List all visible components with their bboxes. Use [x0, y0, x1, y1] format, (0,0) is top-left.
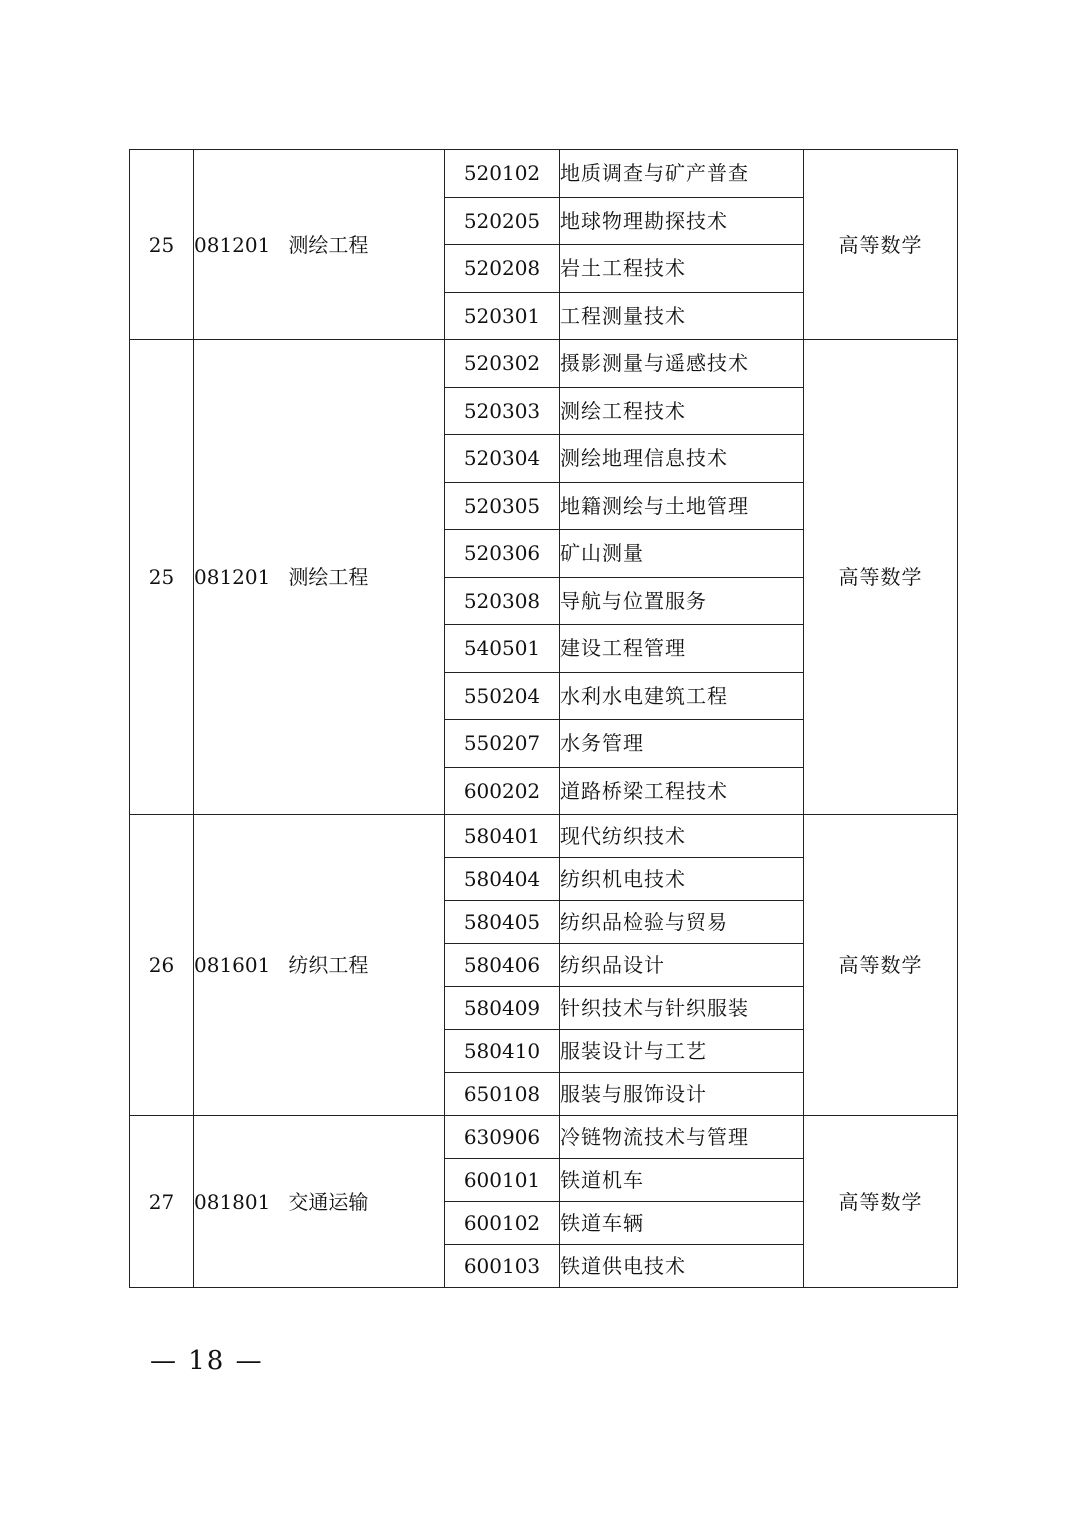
undergrad-major-cell	[194, 150, 445, 340]
program-code-cell: 600202	[445, 767, 560, 815]
program-code-cell: 550204	[445, 672, 560, 720]
program-name-cell: 导航与位置服务	[560, 577, 804, 625]
program-name-cell: 水利水电建筑工程	[560, 672, 804, 720]
program-code-cell: 580404	[445, 858, 560, 901]
program-code-cell: 520303	[445, 387, 560, 435]
exam-subject-cell: 高等数学	[804, 340, 958, 815]
program-code-cell: 540501	[445, 625, 560, 673]
program-code-cell: 580410	[445, 1030, 560, 1073]
program-name-cell: 道路桥梁工程技术	[560, 767, 804, 815]
exam-subject-cell: 高等数学	[804, 1116, 958, 1288]
seq-number-cell: 25	[130, 150, 194, 340]
table-row	[130, 150, 958, 198]
program-code-cell: 520102	[445, 150, 560, 198]
undergrad-major-cell	[194, 815, 445, 1116]
major-name: 纺织工程	[288, 953, 369, 977]
program-name-cell: 工程测量技术	[560, 292, 804, 340]
major-name: 测绘工程	[288, 565, 369, 589]
program-name-cell: 水务管理	[560, 720, 804, 768]
program-code-cell: 580409	[445, 987, 560, 1030]
program-name-cell: 纺织品设计	[560, 944, 804, 987]
program-name-cell: 服装设计与工艺	[560, 1030, 804, 1073]
table-row	[130, 815, 958, 858]
program-code-cell: 600103	[445, 1245, 560, 1288]
major-mapping-table	[129, 149, 958, 1288]
program-code-cell: 580401	[445, 815, 560, 858]
program-code-cell: 520302	[445, 340, 560, 388]
program-name-cell: 纺织品检验与贸易	[560, 901, 804, 944]
program-name-cell: 测绘地理信息技术	[560, 435, 804, 483]
program-name-cell: 摄影测量与遥感技术	[560, 340, 804, 388]
program-name-cell: 岩土工程技术	[560, 245, 804, 293]
undergrad-major-cell	[194, 1116, 445, 1288]
program-name-cell: 铁道供电技术	[560, 1245, 804, 1288]
program-name-cell: 服装与服饰设计	[560, 1073, 804, 1116]
program-name-cell: 铁道机车	[560, 1159, 804, 1202]
program-code-cell: 580406	[445, 944, 560, 987]
program-code-cell: 520208	[445, 245, 560, 293]
page-number: — 18 —	[150, 1346, 264, 1376]
program-code-cell: 600101	[445, 1159, 560, 1202]
program-code-cell: 600102	[445, 1202, 560, 1245]
program-name-cell: 现代纺织技术	[560, 815, 804, 858]
program-code-cell: 520306	[445, 530, 560, 578]
program-code-cell: 520301	[445, 292, 560, 340]
exam-subject-cell: 高等数学	[804, 815, 958, 1116]
program-code-cell: 520304	[445, 435, 560, 483]
program-name-cell: 地质调查与矿产普查	[560, 150, 804, 198]
program-name-cell: 测绘工程技术	[560, 387, 804, 435]
major-code: 081201	[194, 232, 271, 257]
program-code-cell: 580405	[445, 901, 560, 944]
program-name-cell: 针织技术与针织服装	[560, 987, 804, 1030]
program-name-cell: 纺织机电技术	[560, 858, 804, 901]
seq-number-cell: 27	[130, 1116, 194, 1288]
major-code: 081601	[194, 953, 271, 977]
program-code-cell: 520205	[445, 197, 560, 245]
program-code-cell: 520308	[445, 577, 560, 625]
undergrad-major-cell	[194, 340, 445, 815]
program-name-cell: 冷链物流技术与管理	[560, 1116, 804, 1159]
major-name: 交通运输	[288, 1189, 369, 1214]
program-name-cell: 地球物理勘探技术	[560, 197, 804, 245]
program-name-cell: 建设工程管理	[560, 625, 804, 673]
program-code-cell: 650108	[445, 1073, 560, 1116]
table-row	[130, 340, 958, 388]
program-code-cell: 520305	[445, 482, 560, 530]
program-name-cell: 铁道车辆	[560, 1202, 804, 1245]
seq-number-cell: 25	[130, 340, 194, 815]
major-code: 081801	[194, 1189, 271, 1214]
program-code-cell: 630906	[445, 1116, 560, 1159]
major-code: 081201	[194, 565, 271, 589]
program-name-cell: 地籍测绘与土地管理	[560, 482, 804, 530]
table-row	[130, 1116, 958, 1159]
exam-subject-cell: 高等数学	[804, 150, 958, 340]
seq-number-cell: 26	[130, 815, 194, 1116]
major-name: 测绘工程	[288, 232, 369, 257]
program-code-cell: 550207	[445, 720, 560, 768]
program-name-cell: 矿山测量	[560, 530, 804, 578]
table-body	[130, 150, 958, 1288]
